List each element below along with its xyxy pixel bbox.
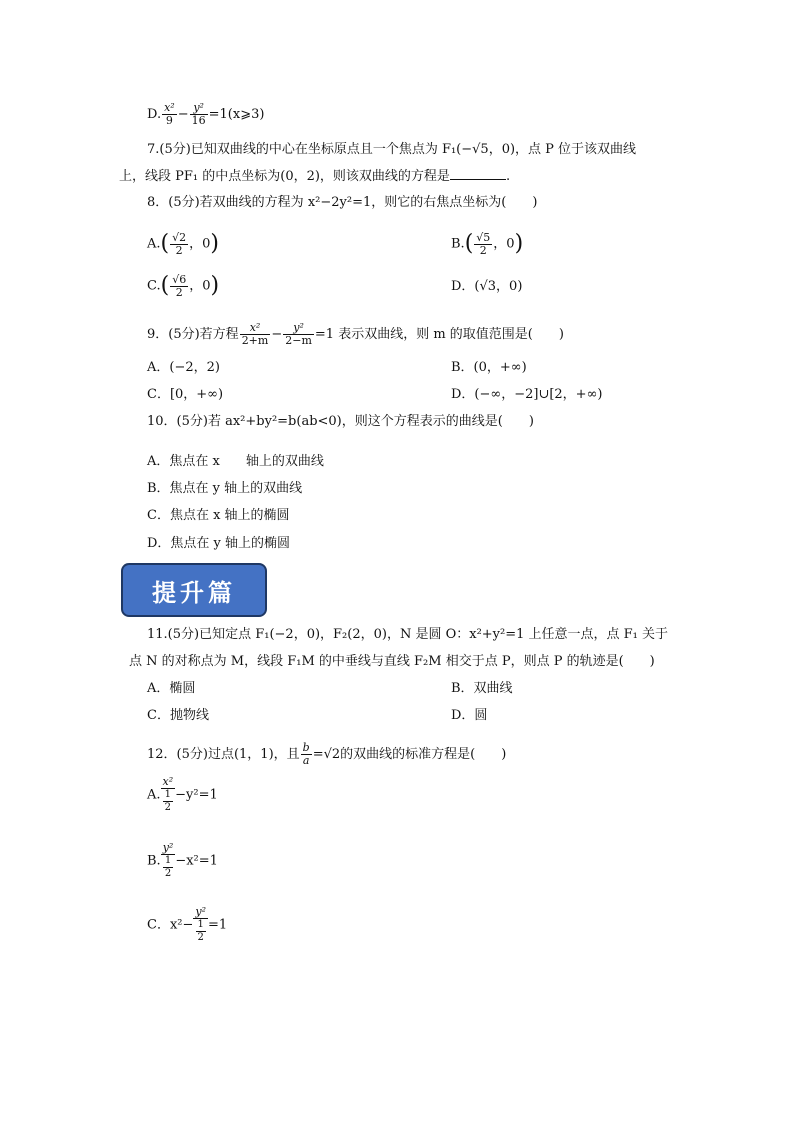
q8-option-d[interactable]: D．(√3，0) (451, 279, 523, 294)
q11-text-line1: 11.(5分)已知定点 F₁(−2，0)，F₂(2，0)，N 是圆 O：x²+y²=1 上任意一点，点 F₁ 关于 (147, 627, 669, 642)
q10-option-b[interactable]: B．焦点在 y 轴上的双曲线 (147, 481, 303, 496)
q9-stem: 9．(5分)若方程 $\frac{\text{x²}}{2+m}$ − $\frac{\text{y²}}{2-m}$ =1 表示双曲线，则 m 的取值范围是( ) (147, 321, 564, 347)
q8-stem: 8．(5分)若双曲线的方程为 x²−2y²=1，则它的右焦点坐标为( ) (147, 195, 538, 210)
q9-option-c[interactable]: C．[0，+∞) (147, 387, 224, 402)
nested-fraction: $\frac{\text{x²}}{\frac{1}{2}}$ (162, 775, 174, 813)
q12-option-a[interactable]: A. $\frac{\text{x²}}{\frac{1}{2}}$ −y²=1 (147, 775, 218, 813)
q6-option-d: D. $\frac{\text{x²}}{9}$ − $\frac{\text{y²}}{16}$ =1(x⩾3) (147, 101, 265, 127)
q12-option-c[interactable]: C．x²− $\frac{\text{y²}}{\frac{1}{2}}$ =1 (147, 905, 228, 943)
q11-option-c[interactable]: C．抛物线 (147, 708, 209, 723)
answer-blank[interactable] (450, 167, 506, 180)
q8-option-a[interactable]: A.( $\frac{√2}{2}$ ，0) (147, 230, 220, 257)
fraction: $\frac{\text{x²}}{9}$ (164, 101, 175, 127)
q11-option-b[interactable]: B．双曲线 (451, 681, 513, 696)
q9-option-d[interactable]: D．(−∞，−2]∪[2，+∞) (451, 387, 603, 402)
q7-text-line1: 7.(5分)已知双曲线的中心在坐标原点且一个焦点为 F₁(−√5，0)，点 P 位于该双曲线 (147, 142, 637, 157)
q7-text-line2: 上，线段 PF₁ 的中点坐标为(0，2)，则该双曲线的方程是 . (119, 169, 511, 184)
nested-fraction: $\frac{\text{y²}}{\frac{1}{2}}$ (195, 905, 207, 943)
q12-option-b[interactable]: B. $\frac{\text{y²}}{\frac{1}{2}}$ −x²=1 (147, 841, 218, 879)
fraction: $\frac{\text{x²}}{2+m}$ (241, 321, 269, 347)
q8-option-b[interactable]: B.( $\frac{√5}{2}$ ，0) (451, 230, 524, 257)
q11-option-a[interactable]: A．椭圆 (147, 681, 196, 696)
fraction: $\frac{\text{y²}}{16}$ (191, 101, 206, 127)
fraction: $\frac{√6}{2}$ (172, 272, 187, 299)
nested-fraction: $\frac{\text{y²}}{\frac{1}{2}}$ (162, 841, 174, 879)
fraction: $\frac{√5}{2}$ (476, 230, 491, 257)
q10-option-c[interactable]: C．焦点在 x 轴上的椭圆 (147, 508, 290, 523)
fraction: $\frac{b}{a}$ (302, 741, 310, 767)
q9-option-b[interactable]: B．(0，+∞) (451, 360, 527, 375)
q10-option-d[interactable]: D．焦点在 y 轴上的椭圆 (147, 536, 291, 551)
q9-option-a[interactable]: A．(−2，2) (147, 360, 220, 375)
q8-option-c[interactable]: C.( $\frac{√6}{2}$ ，0) (147, 272, 220, 299)
q10-option-a[interactable]: A．焦点在 x 轴上的双曲线 (147, 454, 324, 469)
q11-option-d[interactable]: D．圆 (451, 708, 488, 723)
q10-stem: 10．(5分)若 ax²+by²=b(ab<0)，则这个方程表示的曲线是( ) (147, 414, 534, 429)
q11-text-line2: 点 N 的对称点为 M，线段 F₁M 的中垂线与直线 F₂M 相交于点 P，则点 P 的轨迹是( ) (129, 654, 655, 669)
fraction: $\frac{√2}{2}$ (172, 230, 187, 257)
section-banner: 提升篇 (121, 563, 267, 617)
q12-stem: 12．(5分)过点(1，1)，且 $\frac{b}{a}$ =√2的双曲线的标准方程是( ) (147, 741, 507, 767)
fraction: $\frac{\text{y²}}{2-m}$ (285, 321, 312, 347)
